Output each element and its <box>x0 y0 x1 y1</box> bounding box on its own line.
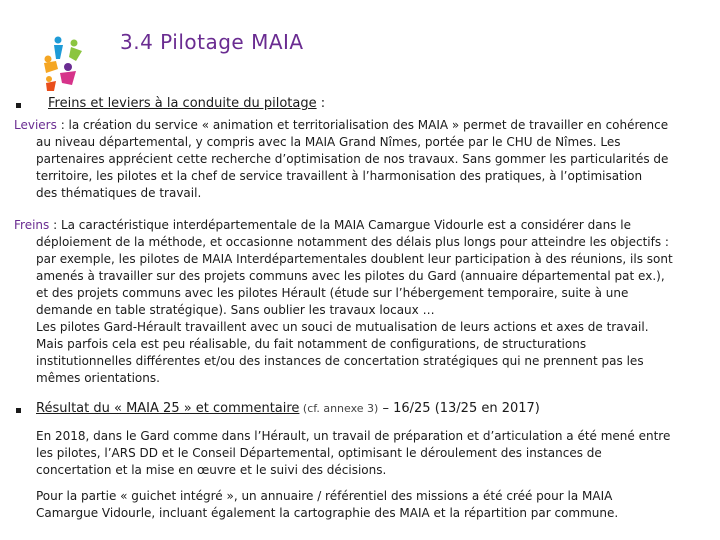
bullet-square-icon <box>16 103 21 108</box>
leviers-text: : la création du service « animation et territorialisation des MAIA » permet de travailler en cohérence <box>56 118 669 132</box>
maia-logo-icon <box>36 33 106 93</box>
resultat-heading-text: Résultat du « MAIA 25 » et commentaire <box>36 401 300 416</box>
leviers-line: des thématiques de travail. <box>36 186 202 200</box>
freins-line: demande en table stratégique). Sans oublier les travaux locaux … <box>36 303 435 317</box>
freins-line: Les pilotes Gard-Hérault travaillent avec un souci de mutualisation de leurs actions et axes de travail. <box>36 320 649 334</box>
section-heading-resultat <box>36 400 540 418</box>
resultat-annex-ref: (cf. annexe 3) <box>299 402 379 415</box>
freins-paragraph <box>14 217 704 387</box>
paragraph-2018 <box>36 428 706 479</box>
freins-line: par exemple, les pilotes de MAIA Interdépartementales doublent leur participation à des réunions, ils sont <box>36 252 673 266</box>
leviers-line: partenaires apprécient cette recherche d’optimisation de nos travaux. Sans gommer les particularités de <box>36 152 669 166</box>
leviers-label: Leviers <box>14 118 57 132</box>
leviers-line: au niveau départemental, y compris avec la MAIA Grand Nîmes, portée par le CHU de Nîmes. Les <box>36 135 621 149</box>
freins-line: mêmes orientations. <box>36 371 160 385</box>
bullet-square-icon <box>16 408 21 413</box>
section-heading-colon: : <box>316 96 326 111</box>
resultat-score: – 16/25 (13/25 en 2017) <box>378 401 540 416</box>
paragraph-guichet-line: Camargue Vidourle, incluant également la cartographie des MAIA et la répartition par commune. <box>36 506 619 520</box>
freins-label: Freins <box>14 218 50 232</box>
section-heading-text: Freins et leviers à la conduite du pilotage <box>48 96 317 111</box>
paragraph-2018-line: En 2018, dans le Gard comme dans l’Hérault, un travail de préparation et d’articulation a été mené entre <box>36 429 671 443</box>
paragraph-guichet <box>36 488 706 522</box>
paragraph-2018-line: les pilotes, l’ARS DD et le Conseil Départemental, optimisant le déroulement des instances de <box>36 446 602 460</box>
freins-line: déploiement de la méthode, et occasionne notamment des délais plus longs pour atteindre les objectifs : <box>36 235 669 249</box>
page-title: 3.4 Pilotage MAIA <box>120 30 304 54</box>
leviers-line <box>14 117 704 134</box>
freins-text: : La caractéristique interdépartementale de la MAIA Camargue Vidourle est a considérer dans le <box>49 218 631 232</box>
freins-line: institutionnelles différentes et/ou des instances de concertation stratégiques qui ne prennent pas les <box>36 354 644 368</box>
paragraph-2018-line: concertation et la mise en œuvre et le suivi des décisions. <box>36 463 387 477</box>
paragraph-guichet-line: Pour la partie « guichet intégré », un annuaire / référentiel des missions a été créé pour la MAIA <box>36 489 613 503</box>
section-heading-freins-leviers <box>48 95 325 113</box>
freins-line: et des projets communs avec les pilotes Hérault (étude sur l’hébergement temporaire, suite à une <box>36 286 629 300</box>
leviers-paragraph <box>14 117 704 202</box>
freins-line: Mais parfois cela est peu réalisable, du fait notamment de configurations, de structurations <box>36 337 587 351</box>
freins-line: amenés à travailler sur des projets communs avec les pilotes du Gard (annuaire départemental pat ex.), <box>36 269 665 283</box>
leviers-line: territoire, les pilotes et la chef de service travaillent à l’harmonisation des pratiques, à l’optimisation <box>36 169 643 183</box>
freins-line <box>14 217 704 234</box>
